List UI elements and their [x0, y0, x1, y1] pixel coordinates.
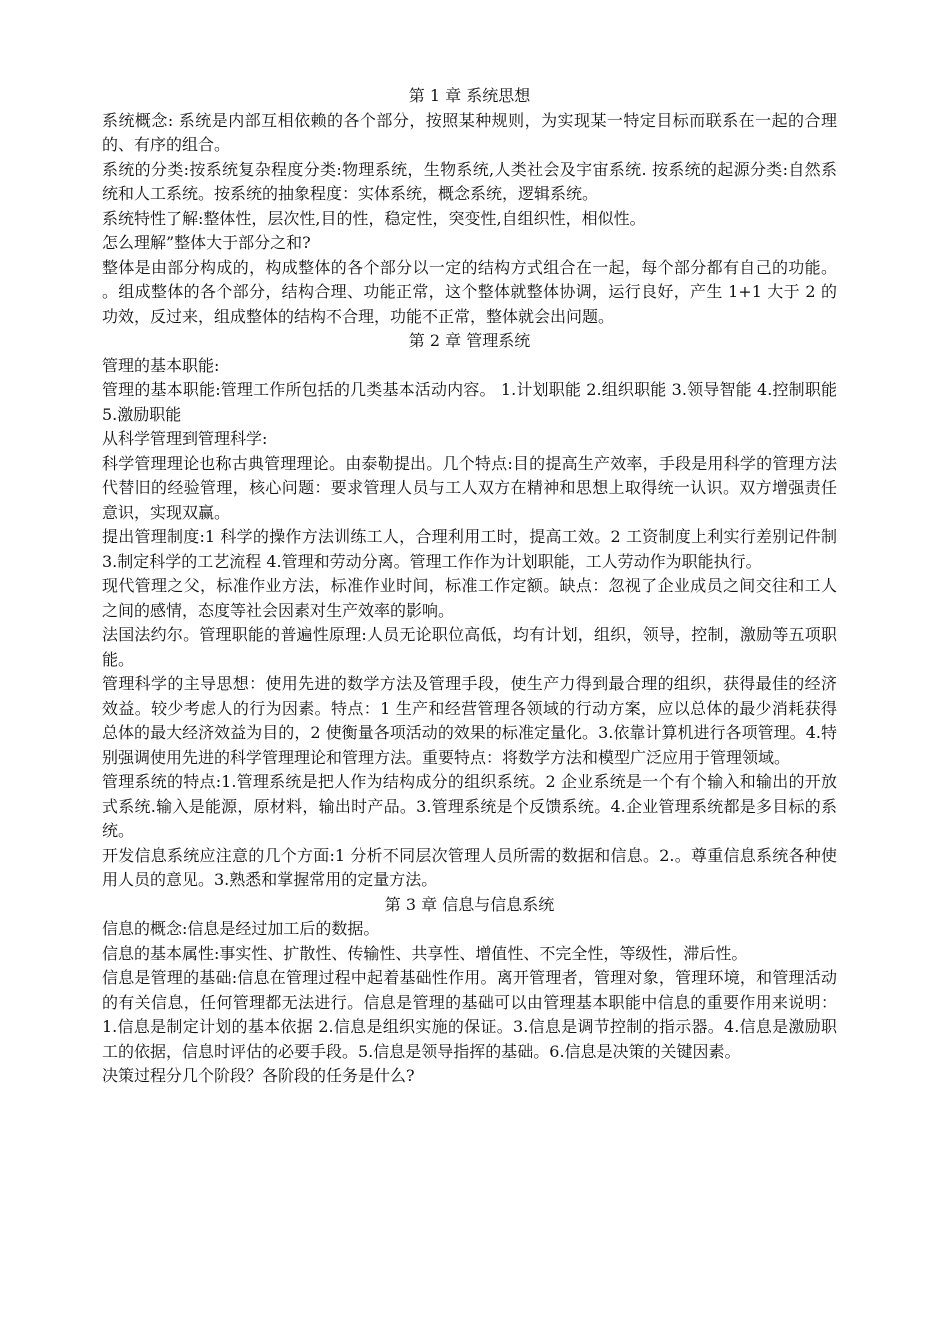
paragraph: 信息是管理的基础:信息在管理过程中起着基础性作用。离开管理者，管理对象，管理环境，和管理活动的有关信息，任何管理都无法进行。信息是管理的基础可以由管理基本职能中信息的重要作用来说明：1.信息是制定计划的基本依据 2.信息是组织实施的保证。3.信息是调节控制的指示器。4.信息是激励职工的依据，信息时评估的必要手段。5.信息是领导指挥的基础。6.信息是决策的关键因素。 [102, 968, 837, 1061]
paragraph: 管理科学的主导思想：使用先进的数学方法及管理手段，使生产力得到最合理的组织，获得最佳的经济效益。较少考虑人的行为因素。特点：1 生产和经营管理各领域的行动方案，应以总体的最少消耗获得总体的最大经济效益为目的，2 使衡量各项活动的效果的标准定量化。3.依靠计算机进行各项管理。4.特别强调使用先进的科学管理理论和管理方法。重要特点：将数学方法和模型广泛应用于管理领域。 [102, 674, 837, 767]
question-heading: 决策过程分几个阶段？各阶段的任务是什么? [102, 1066, 415, 1085]
paragraph: 管理的基本职能:管理工作所包括的几类基本活动内容。 1.计划职能 2.组织职能 3.领导智能 4.控制职能 5.激励职能 [102, 380, 837, 424]
paragraph: 管理系统的特点:1.管理系统是把人作为结构成分的组织系统。2 企业系统是一个有个输入和输出的开放式系统.输入是能源，原材料，输出时产品。3.管理系统是个反馈系统。4.企业管理系统都是多目标的系统。 [102, 772, 837, 840]
paragraph: 信息的概念:信息是经过加工后的数据。 [102, 919, 380, 938]
paragraph: 信息的基本属性:事实性、扩散性、传输性、共享性、增值性、不完全性，等级性，滞后性。 [102, 943, 748, 963]
question-heading: 怎么理解”整体大于部分之和? [102, 233, 311, 252]
paragraph: 科学管理理论也称古典管理理论。由泰勒提出。几个特点:目的提高生产效率，手段是用科学的管理方法代替旧的经验管理，核心问题：要求管理人员与工人双方在精神和思想上取得统一认识。双方增强责任意识，实现双赢。 [102, 453, 837, 522]
chapter-3-heading: 第 3 章 信息与信息系统 [384, 894, 555, 914]
paragraph: 法国法约尔。管理职能的普遍性原理:人员无论职位高低，均有计划，组织，领导，控制，激励等五项职能。 [102, 625, 837, 669]
paragraph: 整体是由部分构成的，构成整体的各个部分以一定的结构方式组合在一起，每个部分都有自己的功能。 。组成整体的各个部分，结构合理、功能正常，这个整体就整体协调，运行良好，产生 1+1 大于 2 的功效，反过来，组成整体的结构不合理，功能不正常，整体就会出问题。 [102, 257, 837, 326]
question-heading: 管理的基本职能: [102, 355, 220, 375]
paragraph: 开发信息系统应注意的几个方面:1 分析不同层次管理人员所需的数据和信息。2.。尊重信息系统各种使用人员的意见。3.熟悉和掌握常用的定量方法。 [102, 845, 837, 889]
question-heading: 从科学管理到管理科学: [102, 429, 268, 448]
document-page [102, 84, 837, 1089]
paragraph: 系统概念: 系统是内部互相依赖的各个部分，按照某种规则，为实现某一特定目标而联系在一起的合理的、有序的组合。 [102, 110, 837, 154]
paragraph: 系统特性了解:整体性，层次性,目的性，稳定性，突变性,自组织性，相似性。 [102, 208, 646, 228]
chapter-1-heading: 第 1 章 系统思想 [408, 86, 531, 105]
paragraph: 提出管理制度:1 科学的操作方法训练工人，合理利用工时，提高工效。2 工资制度上利实行差别记件制 3.制定科学的工艺流程 4.管理和劳动分离。管理工作作为计划职能，工人劳动作为职能执行。 [102, 527, 837, 571]
chapter-2-heading: 第 2 章 管理系统 [408, 331, 531, 350]
paragraph: 现代管理之父，标准作业方法，标准作业时间，标准工作定额。缺点：忽视了企业成员之间交往和工人之间的感情，态度等社会因素对生产效率的影响。 [102, 576, 837, 620]
paragraph: 系统的分类:按系统复杂程度分类:物理系统，生物系统,人类社会及宇宙系统. 按系统的起源分类:自然系统和人工系统。按系统的抽象程度：实体系统，概念系统，逻辑系统。 [102, 159, 837, 203]
